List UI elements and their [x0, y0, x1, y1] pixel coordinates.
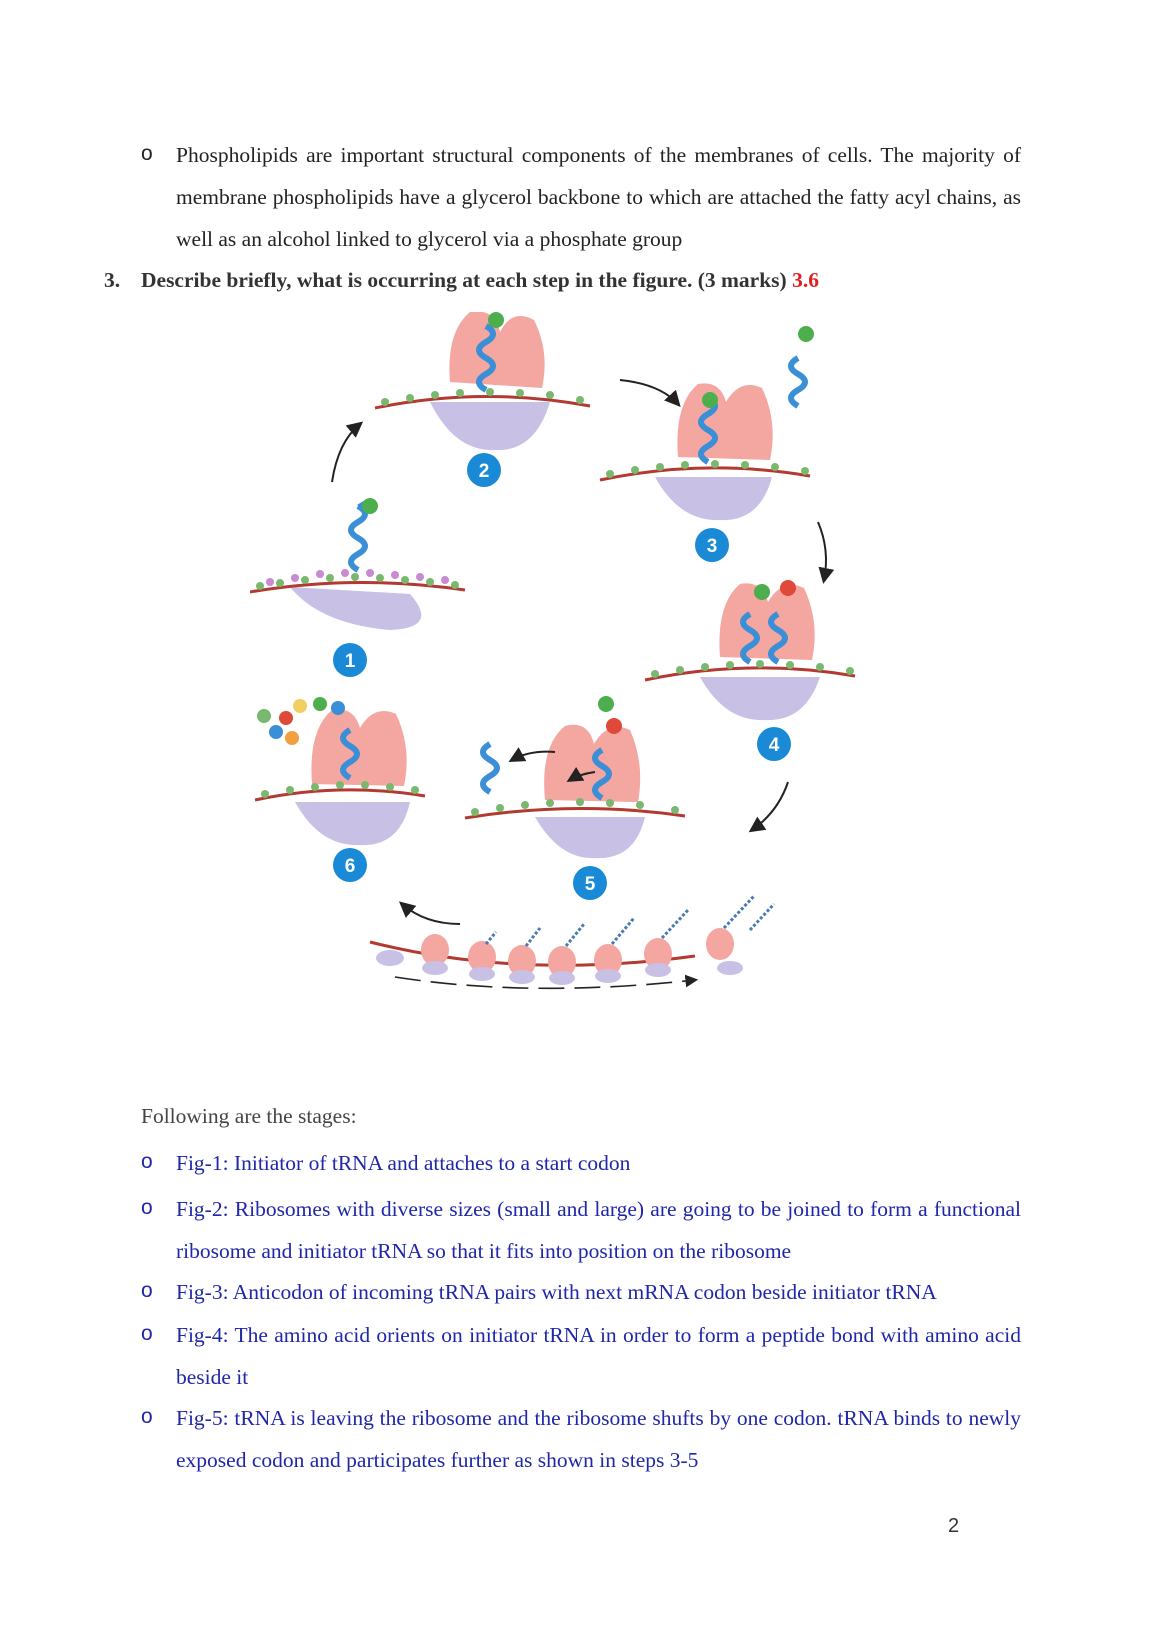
bullet-marker: o	[141, 1322, 153, 1345]
step-label-6: 6	[344, 856, 356, 877]
stage-item	[141, 1142, 1021, 1184]
polysome-strip	[370, 896, 774, 988]
question-line	[104, 268, 819, 293]
step-label-1: 1	[344, 651, 356, 672]
stage-text: Fig-3: Anticodon of incoming tRNA pairs with next mRNA codon beside initiator tRNA	[176, 1280, 937, 1304]
step-label-2: 2	[478, 461, 490, 482]
bullet-marker: o	[141, 1405, 153, 1428]
step-label-5: 5	[584, 874, 596, 895]
stage-item	[141, 1271, 1021, 1313]
step-3-diagram	[600, 326, 814, 520]
step-4-diagram	[645, 580, 855, 720]
stage-item	[141, 1188, 1021, 1272]
question-score: 3.6	[792, 268, 819, 292]
stage-item	[141, 1314, 1021, 1398]
stage-text: Fig-1: Initiator of tRNA and attaches to a start codon	[176, 1151, 631, 1175]
cycle-arrow-3-4	[818, 522, 826, 580]
stage-text: Fig-5: tRNA is leaving the ribosome and the ribosome shufts by one codon. tRNA binds to newly exposed codon and participates further as shown in steps 3-5	[176, 1406, 1021, 1472]
step-label-4: 4	[768, 735, 780, 756]
cycle-arrow-1-2	[332, 424, 360, 482]
bullet-marker: o	[141, 1279, 153, 1302]
step-2-diagram	[375, 312, 590, 450]
cycle-arrow-2-3	[620, 380, 678, 404]
question-text: Describe briefly, what is occurring at each step in the figure. (3 marks)	[141, 268, 787, 292]
intro-bullet	[141, 134, 1021, 260]
step-5-diagram	[465, 696, 685, 858]
cycle-arrow-4-5	[752, 782, 788, 830]
stage-text: Fig-4: The amino acid orients on initiator tRNA in order to form a peptide bond with amino acid beside it	[176, 1323, 1021, 1389]
stage-text: Fig-2: Ribosomes with diverse sizes (small and large) are going to be joined to form a functional ribosome and initiator tRNA so that it fits into position on the ribosome	[176, 1197, 1021, 1263]
bullet-marker: o	[141, 1150, 153, 1173]
page-number: 2	[948, 1515, 960, 1537]
step-1-diagram	[250, 498, 465, 630]
step-6-diagram	[255, 697, 425, 845]
intro-bullet-text: Phospholipids are important structural components of the membranes of cells. The majority of membrane phospholipids have a glycerol backbone to which are attached the fatty acyl chains, as well as an alcohol linked to glycerol via a phosphate group	[176, 143, 1021, 251]
cycle-arrow-polysome	[402, 904, 460, 924]
question-number: 3.	[104, 268, 121, 292]
translation-cycle-figure	[250, 312, 900, 1052]
bullet-marker: o	[141, 1196, 153, 1219]
bullet-marker: o	[141, 142, 153, 165]
stages-intro: Following are the stages:	[141, 1104, 357, 1128]
stage-item	[141, 1397, 1021, 1481]
step-label-3: 3	[706, 536, 718, 557]
